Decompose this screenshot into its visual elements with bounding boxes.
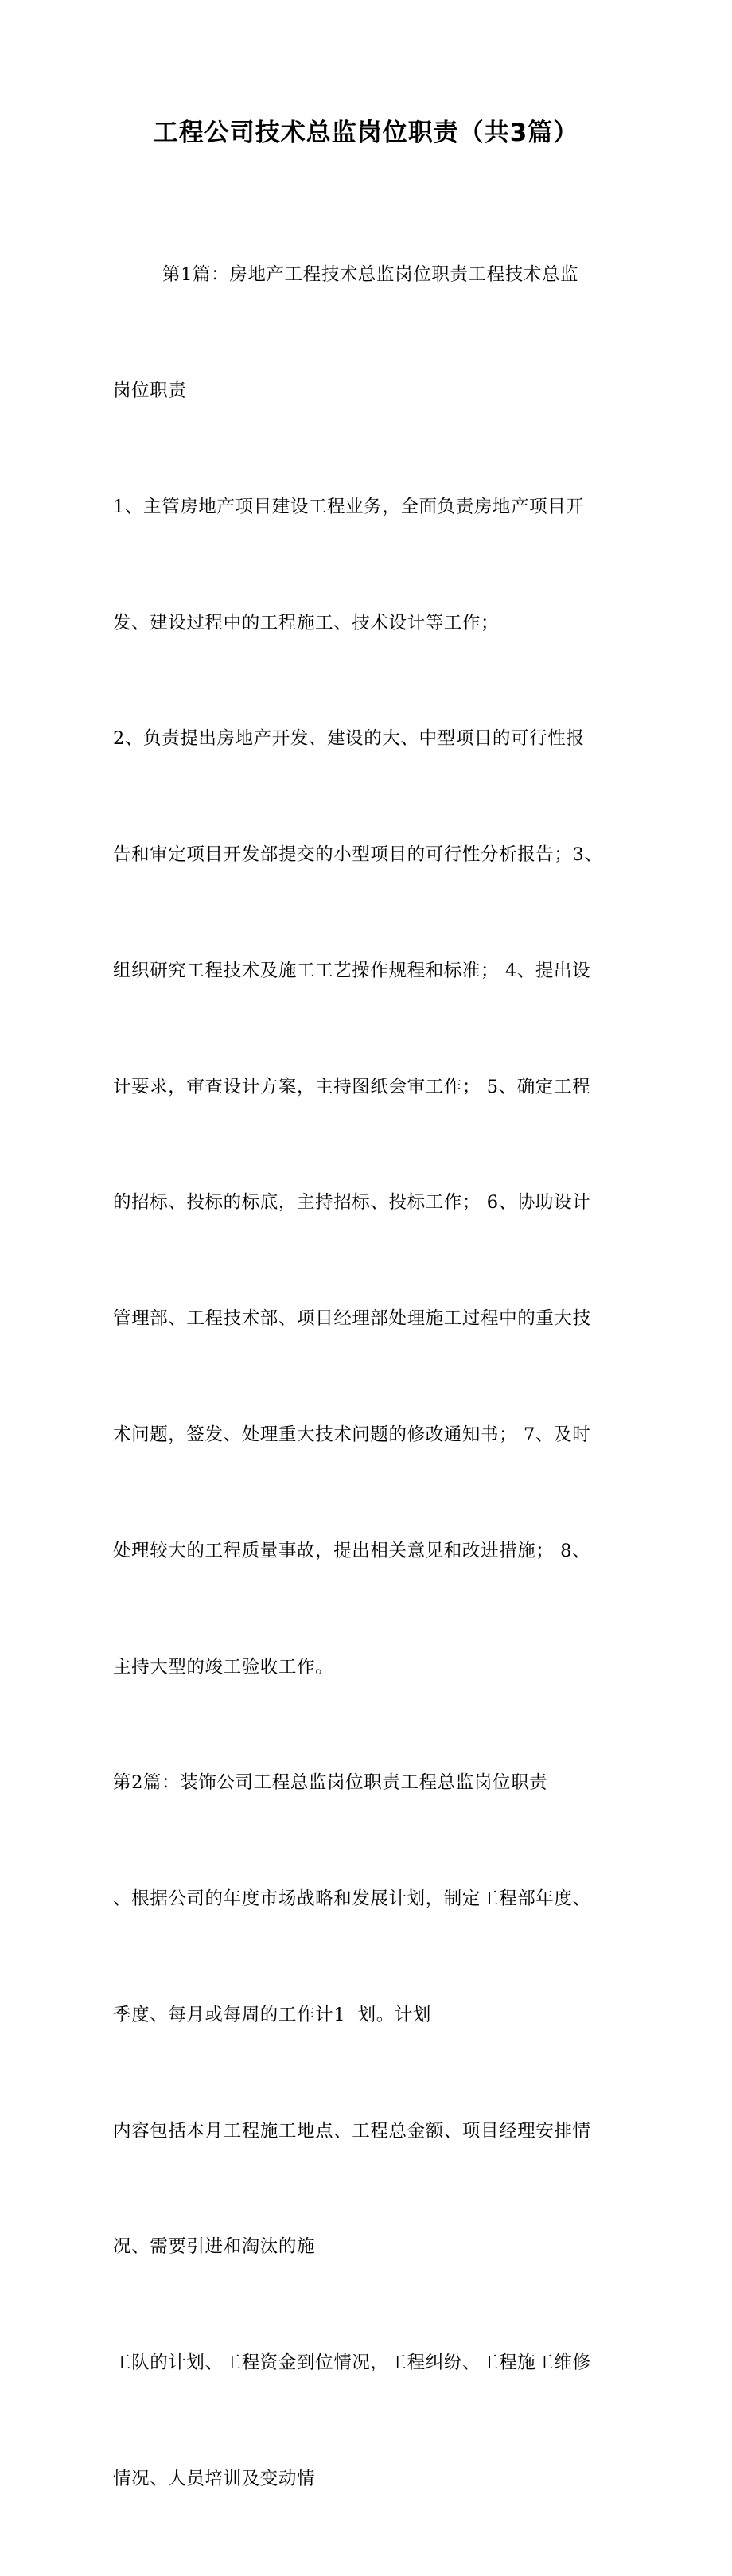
text-line: 内容包括本月工程施工地点、工程总金额、项目经理安排情 <box>113 2120 591 2141</box>
text-line: 、根据公司的年度市场战略和发展计划，制定工程部年度、 <box>113 1888 591 1910</box>
document-body <box>113 178 638 2576</box>
text-line: 告和审定项目开发部提交的小型项目的可行性分析报告；3、 <box>113 844 603 866</box>
text-line: 2、负责提出房地产开发、建设的大、中型项目的可行性报 <box>113 728 585 750</box>
text-line: 发、建设过程中的工程施工、技术设计等工作； <box>113 612 500 633</box>
text-line: 情况、人员培训及变动情 <box>113 2469 316 2490</box>
text-line: 况、需要引进和淘汰的施 <box>113 2236 316 2258</box>
text-line: 1、主管房地产项目建设工程业务，全面负责房地产项目开 <box>113 496 585 517</box>
text-line: 第2篇：装饰公司工程总监岗位职责工程总监岗位职责 <box>113 1772 548 1794</box>
document-title: 工程公司技术总监岗位职责（共3篇） <box>153 119 579 147</box>
text-line: 管理部、工程技术部、项目经理部处理施工过程中的重大技 <box>113 1308 591 1330</box>
text-line: 季度、每月或每周的工作计1 划。计划 <box>113 2004 432 2025</box>
text-line: 组织研究工程技术及施工工艺操作规程和标准； 4、提出设 <box>113 960 591 981</box>
text-line: 主持大型的竣工验收工作。 <box>113 1656 334 1678</box>
text-line: 第1篇：房地产工程技术总监岗位职责工程技术总监 <box>162 264 579 286</box>
text-line: 术问题，签发、处理重大技术问题的修改通知书； 7、及时 <box>113 1424 591 1445</box>
text-line: 计要求，审查设计方案，主持图纸会审工作； 5、确定工程 <box>113 1076 591 1097</box>
text-line: 的招标、投标的标底，主持招标、投标工作； 6、协助设计 <box>113 1192 591 1214</box>
text-line: 工队的计划、工程资金到位情况，工程纠纷、工程施工维修 <box>113 2352 591 2374</box>
text-line: 处理较大的工程质量事故，提出相关意见和改进措施； 8、 <box>113 1540 591 1561</box>
text-line: 岗位职责 <box>113 380 187 401</box>
